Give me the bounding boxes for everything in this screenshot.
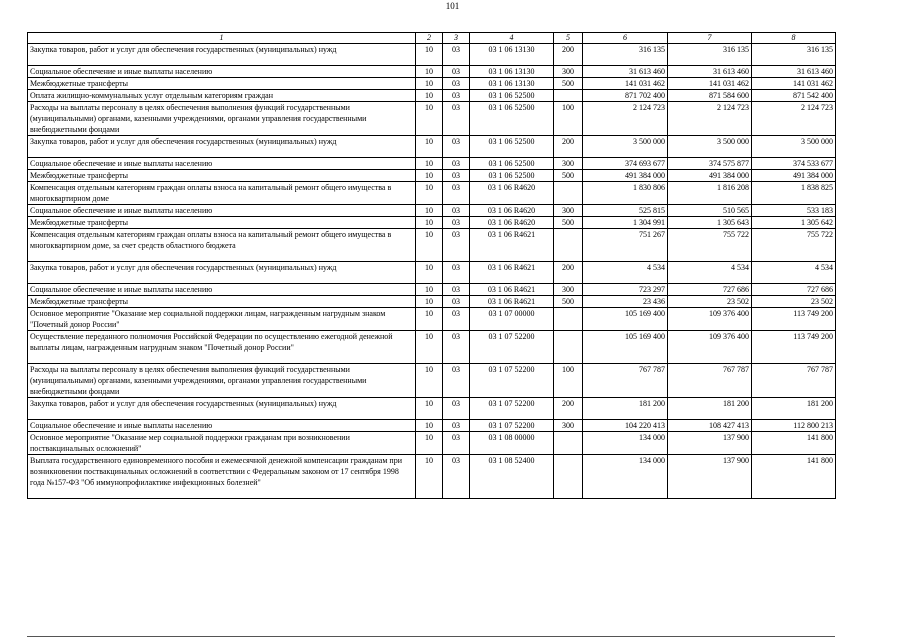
target-article-cell: 03 1 06 R4621 [470,262,554,284]
amount-year1-cell: 134 000 [583,432,668,455]
subsection-code-cell: 03 [443,229,470,262]
amount-year1-cell: 871 702 400 [583,90,668,102]
expense-type-cell: 300 [554,284,583,296]
header-row [28,33,836,44]
expense-type-cell: 200 [554,44,583,66]
amount-year1-cell: 105 169 400 [583,331,668,364]
table-row [28,420,836,432]
amount-year1-cell: 1 830 806 [583,182,668,205]
table-body [28,44,836,499]
amount-year3-cell: 141 800 [752,432,836,455]
table-row [28,136,836,158]
table-row [28,308,836,331]
expense-type-cell: 200 [554,262,583,284]
target-article-cell: 03 1 08 00000 [470,432,554,455]
row-name-cell: Закупка товаров, работ и услуг для обеспечения государственных (муниципальных) нужд [28,398,416,420]
amount-year2-cell: 137 900 [668,432,752,455]
target-article-cell: 03 1 07 52200 [470,364,554,398]
row-name-cell: Межбюджетные трансферты [28,170,416,182]
expense-type-cell [554,455,583,499]
amount-year3-cell: 767 787 [752,364,836,398]
section-code-cell: 10 [416,262,443,284]
section-code-cell: 10 [416,296,443,308]
amount-year3-cell: 141 800 [752,455,836,499]
amount-year3-cell: 871 542 400 [752,90,836,102]
amount-year3-cell: 113 749 200 [752,308,836,331]
table-row [28,398,836,420]
target-article-cell: 03 1 06 R4620 [470,217,554,229]
amount-year3-cell: 181 200 [752,398,836,420]
section-code-cell: 10 [416,364,443,398]
header-cell: 6 [583,33,668,44]
target-article-cell: 03 1 06 R4621 [470,284,554,296]
expense-type-cell: 500 [554,296,583,308]
amount-year2-cell: 510 565 [668,205,752,217]
section-code-cell: 10 [416,217,443,229]
table-row [28,284,836,296]
row-name-cell: Оплата жилищно-коммунальных услуг отдельным категориям граждан [28,90,416,102]
amount-year3-cell: 141 031 462 [752,78,836,90]
section-code-cell: 10 [416,136,443,158]
expense-type-cell [554,90,583,102]
target-article-cell: 03 1 06 R4620 [470,182,554,205]
subsection-code-cell: 03 [443,262,470,284]
amount-year2-cell: 4 534 [668,262,752,284]
amount-year1-cell: 374 693 677 [583,158,668,170]
target-article-cell: 03 1 06 52500 [470,90,554,102]
expense-type-cell: 200 [554,136,583,158]
row-name-cell: Социальное обеспечение и иные выплаты населению [28,66,416,78]
amount-year2-cell: 23 502 [668,296,752,308]
amount-year2-cell: 31 613 460 [668,66,752,78]
amount-year3-cell: 2 124 723 [752,102,836,136]
section-code-cell: 10 [416,44,443,66]
section-code-cell: 10 [416,78,443,90]
row-name-cell: Межбюджетные трансферты [28,217,416,229]
table-row [28,331,836,364]
amount-year3-cell: 1 305 642 [752,217,836,229]
amount-year1-cell: 134 000 [583,455,668,499]
table-row [28,217,836,229]
section-code-cell: 10 [416,205,443,217]
subsection-code-cell: 03 [443,90,470,102]
target-article-cell: 03 1 06 13130 [470,66,554,78]
table-row [28,364,836,398]
table-row [28,158,836,170]
target-article-cell: 03 1 08 52400 [470,455,554,499]
subsection-code-cell: 03 [443,364,470,398]
amount-year1-cell: 491 384 000 [583,170,668,182]
amount-year3-cell: 4 534 [752,262,836,284]
subsection-code-cell: 03 [443,420,470,432]
header-cell: 8 [752,33,836,44]
section-code-cell: 10 [416,308,443,331]
amount-year2-cell: 181 200 [668,398,752,420]
expense-type-cell [554,331,583,364]
subsection-code-cell: 03 [443,284,470,296]
amount-year3-cell: 533 183 [752,205,836,217]
row-name-cell: Основное мероприятие "Оказание мер социальной поддержки гражданам при возникновении поствакцинальных осложнений" [28,432,416,455]
amount-year3-cell: 374 533 677 [752,158,836,170]
expense-type-cell [554,229,583,262]
section-code-cell: 10 [416,229,443,262]
bottom-divider [27,636,835,637]
table-row [28,229,836,262]
row-name-cell: Межбюджетные трансферты [28,296,416,308]
table-row [28,262,836,284]
amount-year2-cell: 109 376 400 [668,331,752,364]
row-name-cell: Расходы на выплаты персоналу в целях обеспечения выполнения функций государственными (муниципальными) органами, казенными учреждениями, органами управления государственными внебюджетными фондами [28,364,416,398]
amount-year3-cell: 491 384 000 [752,170,836,182]
expense-type-cell: 500 [554,217,583,229]
subsection-code-cell: 03 [443,455,470,499]
amount-year2-cell: 767 787 [668,364,752,398]
target-article-cell: 03 1 07 52200 [470,398,554,420]
amount-year2-cell: 108 427 413 [668,420,752,432]
section-code-cell: 10 [416,420,443,432]
table-row [28,102,836,136]
amount-year1-cell: 105 169 400 [583,308,668,331]
section-code-cell: 10 [416,66,443,78]
subsection-code-cell: 03 [443,182,470,205]
section-code-cell: 10 [416,170,443,182]
target-article-cell: 03 1 06 52500 [470,136,554,158]
amount-year2-cell: 141 031 462 [668,78,752,90]
expense-type-cell [554,308,583,331]
expense-type-cell: 300 [554,205,583,217]
amount-year1-cell: 4 534 [583,262,668,284]
table-row [28,66,836,78]
amount-year1-cell: 1 304 991 [583,217,668,229]
amount-year3-cell: 3 500 000 [752,136,836,158]
section-code-cell: 10 [416,102,443,136]
section-code-cell: 10 [416,432,443,455]
table-row [28,296,836,308]
expense-type-cell: 500 [554,78,583,90]
row-name-cell: Закупка товаров, работ и услуг для обеспечения государственных (муниципальных) нужд [28,136,416,158]
budget-table [27,32,836,499]
target-article-cell: 03 1 06 52500 [470,170,554,182]
subsection-code-cell: 03 [443,296,470,308]
section-code-cell: 10 [416,455,443,499]
amount-year2-cell: 109 376 400 [668,308,752,331]
table-row [28,90,836,102]
amount-year1-cell: 525 815 [583,205,668,217]
section-code-cell: 10 [416,182,443,205]
table-row [28,205,836,217]
row-name-cell: Выплата государственного единовременного пособия и ежемесячной денежной компенсации гражданам при возникновении поствакцинальных осложнений в соответствии с Федеральным законом от 17 сентября 1998 года №157-ФЗ "Об иммунопрофилактике инфекционных болезней" [28,455,416,499]
row-name-cell: Закупка товаров, работ и услуг для обеспечения государственных (муниципальных) нужд [28,44,416,66]
section-code-cell: 10 [416,284,443,296]
target-article-cell: 03 1 07 00000 [470,308,554,331]
amount-year3-cell: 1 838 825 [752,182,836,205]
amount-year1-cell: 141 031 462 [583,78,668,90]
row-name-cell: Социальное обеспечение и иные выплаты населению [28,284,416,296]
row-name-cell: Закупка товаров, работ и услуг для обеспечения государственных (муниципальных) нужд [28,262,416,284]
amount-year1-cell: 31 613 460 [583,66,668,78]
target-article-cell: 03 1 06 R4621 [470,296,554,308]
header-cell: 5 [554,33,583,44]
section-code-cell: 10 [416,331,443,364]
target-article-cell: 03 1 06 13130 [470,78,554,90]
amount-year2-cell: 1 305 643 [668,217,752,229]
amount-year2-cell: 2 124 723 [668,102,752,136]
amount-year2-cell: 871 584 600 [668,90,752,102]
target-article-cell: 03 1 07 52200 [470,420,554,432]
header-cell: 1 [28,33,416,44]
expense-type-cell: 300 [554,420,583,432]
section-code-cell: 10 [416,158,443,170]
amount-year3-cell: 727 686 [752,284,836,296]
row-name-cell: Социальное обеспечение и иные выплаты населению [28,158,416,170]
row-name-cell: Компенсация отдельным категориям граждан оплаты взноса на капитальный ремонт общего имущества в многоквартирном доме [28,182,416,205]
page-number: 101 [445,1,460,11]
target-article-cell: 03 1 07 52200 [470,331,554,364]
amount-year1-cell: 104 220 413 [583,420,668,432]
header-cell: 7 [668,33,752,44]
amount-year1-cell: 2 124 723 [583,102,668,136]
row-name-cell: Межбюджетные трансферты [28,78,416,90]
header-cell: 4 [470,33,554,44]
amount-year1-cell: 23 436 [583,296,668,308]
amount-year3-cell: 31 613 460 [752,66,836,78]
header-cell: 3 [443,33,470,44]
subsection-code-cell: 03 [443,398,470,420]
table-row [28,44,836,66]
subsection-code-cell: 03 [443,44,470,66]
table-row [28,78,836,90]
target-article-cell: 03 1 06 R4621 [470,229,554,262]
subsection-code-cell: 03 [443,158,470,170]
amount-year1-cell: 723 297 [583,284,668,296]
row-name-cell: Компенсация отдельным категориям граждан оплаты взноса на капитальный ремонт общего имущества в многоквартирном доме, за счет средств областного бюджета [28,229,416,262]
amount-year3-cell: 316 135 [752,44,836,66]
target-article-cell: 03 1 06 52500 [470,158,554,170]
expense-type-cell [554,182,583,205]
expense-type-cell: 500 [554,170,583,182]
amount-year1-cell: 751 267 [583,229,668,262]
amount-year2-cell: 755 722 [668,229,752,262]
subsection-code-cell: 03 [443,331,470,364]
amount-year1-cell: 181 200 [583,398,668,420]
amount-year2-cell: 137 900 [668,455,752,499]
header-cell: 2 [416,33,443,44]
target-article-cell: 03 1 06 52500 [470,102,554,136]
table-row [28,432,836,455]
table-row [28,455,836,499]
row-name-cell: Осуществление переданного полномочия Российской Федерации по осуществлению ежегодной денежной выплаты лицам, награжденным нагрудным знаком "Почетный донор России" [28,331,416,364]
table-row [28,170,836,182]
subsection-code-cell: 03 [443,136,470,158]
amount-year1-cell: 3 500 000 [583,136,668,158]
amount-year2-cell: 316 135 [668,44,752,66]
section-code-cell: 10 [416,398,443,420]
subsection-code-cell: 03 [443,78,470,90]
expense-type-cell: 100 [554,102,583,136]
subsection-code-cell: 03 [443,308,470,331]
expense-type-cell [554,432,583,455]
amount-year2-cell: 3 500 000 [668,136,752,158]
row-name-cell: Расходы на выплаты персоналу в целях обеспечения выполнения функций государственными (муниципальными) органами, казенными учреждениями, органами управления государственными внебюджетными фондами [28,102,416,136]
subsection-code-cell: 03 [443,432,470,455]
row-name-cell: Социальное обеспечение и иные выплаты населению [28,420,416,432]
expense-type-cell: 300 [554,158,583,170]
amount-year1-cell: 316 135 [583,44,668,66]
subsection-code-cell: 03 [443,66,470,78]
section-code-cell: 10 [416,90,443,102]
subsection-code-cell: 03 [443,205,470,217]
amount-year2-cell: 374 575 877 [668,158,752,170]
amount-year1-cell: 767 787 [583,364,668,398]
subsection-code-cell: 03 [443,217,470,229]
amount-year2-cell: 491 384 000 [668,170,752,182]
amount-year3-cell: 23 502 [752,296,836,308]
expense-type-cell: 300 [554,66,583,78]
subsection-code-cell: 03 [443,170,470,182]
target-article-cell: 03 1 06 R4620 [470,205,554,217]
amount-year3-cell: 113 749 200 [752,331,836,364]
target-article-cell: 03 1 06 13130 [470,44,554,66]
table-row [28,182,836,205]
amount-year2-cell: 1 816 208 [668,182,752,205]
amount-year2-cell: 727 686 [668,284,752,296]
expense-type-cell: 100 [554,364,583,398]
row-name-cell: Социальное обеспечение и иные выплаты населению [28,205,416,217]
amount-year3-cell: 755 722 [752,229,836,262]
amount-year3-cell: 112 800 213 [752,420,836,432]
row-name-cell: Основное мероприятие "Оказание мер социальной поддержки лицам, награжденным нагрудным знаком "Почетный донор России" [28,308,416,331]
expense-type-cell: 200 [554,398,583,420]
subsection-code-cell: 03 [443,102,470,136]
